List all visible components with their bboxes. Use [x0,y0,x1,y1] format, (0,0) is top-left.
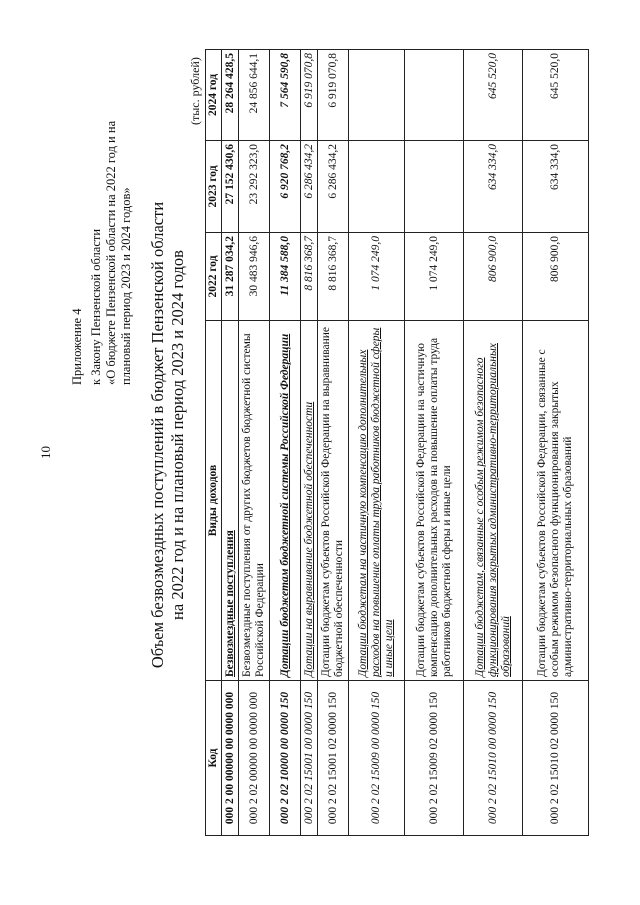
value-2023: 23 292 323,0 [239,141,270,233]
value-2022: 8 816 368,7 [301,233,318,321]
code-cell: 000 2 02 15001 02 0000 150 [318,681,349,836]
name-cell: Дотации бюджетам субъектов Российской Федерации на частичную компенсацию дополнительных расходов на повышение оплаты труда работников бюджетной сферы и иные цели [405,321,464,681]
value-2024 [349,50,405,141]
code-cell: 000 2 02 10000 00 0000 150 [270,681,301,836]
table-row [239,50,270,836]
header-name: Виды доходов [206,321,222,681]
value-2022: 8 816 368,7 [318,233,349,321]
code-cell: 000 2 00 00000 00 0000 000 [222,681,239,836]
header-2023: 2023 год [206,141,222,233]
value-2023 [349,141,405,233]
appendix-line: к Закону Пензенской области [89,228,103,385]
value-2024: 645 520,0 [523,50,589,141]
header-2022: 2022 год [206,233,222,321]
name-cell: Дотации бюджетам субъектов Российской Федерации, связанные с особым режимом безопасного функционирования закрытых административно-территориальных образований [523,321,589,681]
value-2023: 634 334,0 [464,141,523,233]
value-2022: 1 074 249,0 [405,233,464,321]
value-2022: 31 287 034,2 [222,233,239,321]
table-row [318,50,349,836]
title-line-1: Объем безвозмездных поступлений в бюджет Пензенской области [148,201,167,669]
name-cell: Безвозмездные поступления от других бюджетов бюджетной системы Российской Федерации [239,321,270,681]
value-2024: 24 856 644,1 [239,50,270,141]
value-2022: 806 900,0 [523,233,589,321]
header-code: Код [206,681,222,836]
appendix-block [70,25,134,385]
name-cell: Дотации бюджетам на частичную компенсацию дополнительных расходов на повышение оплаты труда работников бюджетной сферы и иные цели [349,321,405,681]
table-row [405,50,464,836]
value-2024: 28 264 428,5 [222,50,239,141]
table-row [222,50,239,836]
name-cell: Безвозмездные поступления [222,321,239,681]
table-row [523,50,589,836]
name-cell: Дотации на выравнивание бюджетной обеспеченности [301,321,318,681]
appendix-title: Приложение 4 [70,308,84,385]
value-2024: 6 919 070,8 [318,50,349,141]
table-row [464,50,523,836]
value-2023: 6 286 434,2 [301,141,318,233]
document-title [148,65,188,805]
name-cell: Дотации бюджетам бюджетной системы Российской Федерации [270,321,301,681]
page-number: 10 [38,446,53,459]
code-cell: 000 2 02 15010 00 0000 150 [464,681,523,836]
value-2022: 806 900,0 [464,233,523,321]
appendix-line: «О бюджете Пензенской области на 2022 год и на [104,120,118,385]
table-row [349,50,405,836]
revenue-table [205,49,589,836]
value-2022: 11 384 588,0 [270,233,301,321]
name-cell: Дотации бюджетам субъектов Российской Федерации на выравнивание бюджетной обеспеченности [318,321,349,681]
header-2024: 2024 год [206,50,222,141]
value-2024: 645 520,0 [464,50,523,141]
value-2023: 6 920 768,2 [270,141,301,233]
table-header-row [206,50,222,836]
code-cell: 000 2 02 15009 02 0000 150 [405,681,464,836]
appendix-line: плановый период 2023 и 2024 годов» [119,187,133,385]
value-2022: 1 074 249,0 [349,233,405,321]
code-cell: 000 2 02 15001 00 0000 150 [301,681,318,836]
units-label: (тыс. рублей) [188,57,202,125]
table-body [222,50,589,836]
value-2023: 6 286 434,2 [318,141,349,233]
value-2022: 30 483 946,6 [239,233,270,321]
value-2024: 7 564 590,8 [270,50,301,141]
value-2024 [405,50,464,141]
title-line-2: на 2022 год и на плановый период 2023 и 2024 годов [168,250,187,620]
name-cell: Дотации бюджетам, связанные с особым режимом безопасного функционирования закрытых административно-территориальных образований [464,321,523,681]
value-2023: 634 334,0 [523,141,589,233]
value-2023: 27 152 430,6 [222,141,239,233]
value-2024: 6 919 070,8 [301,50,318,141]
table-row [270,50,301,836]
value-2023 [405,141,464,233]
code-cell: 000 2 02 15009 00 0000 150 [349,681,405,836]
code-cell: 000 2 02 15010 02 0000 150 [523,681,589,836]
code-cell: 000 2 02 00000 00 0000 000 [239,681,270,836]
table-row [301,50,318,836]
